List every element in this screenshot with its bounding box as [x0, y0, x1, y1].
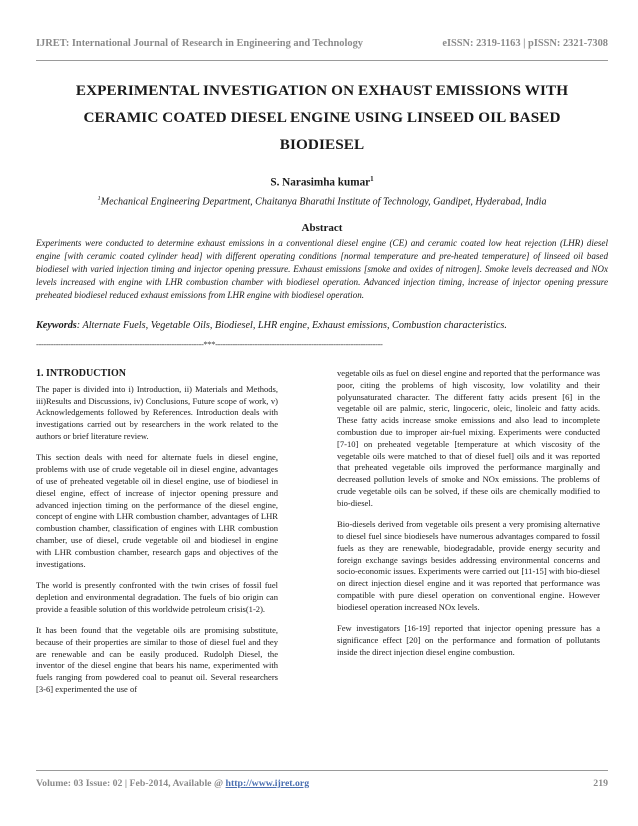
affiliation-sup: 1: [97, 195, 101, 202]
page-footer: [36, 778, 608, 789]
paragraph: Few investigators [16-19] reported that injector opening pressure has a significance effect [20] on the performance and formation of pollutants inside the direct injection diesel engine combustion.: [337, 623, 600, 657]
author: [36, 175, 608, 189]
paragraph: It has been found that the vegetable oils are promising substitute, because of their properties are similar to those of diesel fuel and they are renewable and can be easily produced. Rudolph Diesel, the inventor of the diesel engine that bears his name, experimented with fuels ranging from powdered coal to peanut oil. Several researchers [3-6] experimented the use of: [36, 624, 278, 694]
section-separator: --------------------------------------------------------------------***--------------------------------------------------------------------: [36, 339, 383, 349]
affiliation: [36, 195, 608, 207]
abstract-heading: Abstract: [301, 222, 343, 234]
keywords: [36, 319, 608, 332]
keywords-label: Keywords: [36, 320, 77, 331]
paragraph: Bio-diesels derived from vegetable oils present a very promising alternative to diesel fuel since biodiesels have numerous advantages compared to fossil fuels as they are renewable, biodegradable, provide energy security and foreign exchange savings besides addressing environmental concerns and socio-economic issues. Experiments were carried out [11-15] with bio-diesel on direct injection diesel engine and it was reported that performance was compatible with pure diesel operation on conventional engine. However biodiesel operation increased NOx levels.: [337, 519, 600, 612]
paragraph: This section deals with need for alternate fuels in diesel engine, problems with use of crude vegetable oil in diesel engine, advantages of use of preheated vegetable oil in diesel engine, use of biodiesel in diesel engine, effect of increase of injector opening pressure and advanced injection timing on the performance of the diesel engine, concept of engine with LHR combustion chamber, advantages of LHR combustion chamber, classification of engines with LHR combustion chamber, use of diesel, crude vegetable oil and biodiesel in engine with LHR combustion chamber, research gaps and objectives of the investigations.: [36, 452, 278, 569]
footer-volume: [36, 778, 309, 789]
left-column: [36, 368, 278, 705]
title-line-2: CERAMIC COATED DIESEL ENGINE USING LINSEED OIL BASED: [83, 109, 561, 126]
title-line-3: BIODIESEL: [279, 136, 365, 153]
issn: eISSN: 2319-1163 | pISSN: 2321-7308: [442, 38, 608, 49]
journal-name: IJRET: International Journal of Research in Engineering and Technology: [36, 38, 363, 49]
author-sup: 1: [370, 175, 374, 183]
paragraph: The paper is divided into i) Introduction, ii) Materials and Methods, iii)Results and Discussions, iv) Conclusions, Future scope of work, v) Acknowledgements followed by References. Introduction deals with investigations carried out by researchers in the work related to the authors or brief literature review.: [36, 383, 278, 441]
running-header: [36, 38, 608, 49]
keywords-text: : Alternate Fuels, Vegetable Oils, Biodiesel, LHR engine, Exhaust emissions, Combustion characteristics.: [76, 320, 507, 331]
footer-volume-text: Volume: 03 Issue: 02 | Feb-2014, Available @: [36, 778, 226, 789]
footer-rule: [36, 770, 608, 771]
author-name: S. Narasimha kumar: [270, 176, 371, 189]
page-number: 219: [593, 778, 608, 789]
abstract-text: Experiments were conducted to determine exhaust emissions in a conventional diesel engine (CE) and ceramic coated low heat rejection (LHR) diesel engine [with ceramic coated cylinder head] with different operating conditions [normal temperature and pre-heated temperature] of linseed oil based biodiesel with varied injection timing and injector opening pressure. Exhaust emissions [smoke and oxides of nitrogen]. Smoke levels decreased and NOx levels increased with engine with LHR combustion chamber with biodiesel operation. Advanced injection timing, increase of injector opening pressure preheated biodiesel reduced exhaust emissions from LHR engine with biodiesel operation.: [36, 238, 608, 301]
paragraph: vegetable oils as fuel on diesel engine and reported that the performance was poor, citing the problems of high viscosity, low volatility and their polyunsaturated character. The different fatty acids present [6] in the vegetable oil are palmic, steric, lingoceric, oleic, linoleic and fatty acids. These fatty acids increase smoke emissions and also lead to incomplete combustion due to improper air-fuel mixing. Experiments were conducted [7-10] on preheated vegetable [temperature at which viscosity of the vegetable oils were matched to that of diesel fuel] oils and it was reported that preheated vegetable oils improved the performance marginally and decreased pollution levels of smoke and NOx emissions. The problems of crude vegetable oils can be solved, if these oils are chemically modified to bio-diesel.: [337, 368, 600, 508]
title-line-1: EXPERIMENTAL INVESTIGATION ON EXHAUST EMISSIONS WITH: [75, 82, 569, 99]
section-heading-introduction: 1. INTRODUCTION: [36, 368, 127, 379]
header-rule: [36, 60, 608, 61]
right-column: [337, 368, 600, 668]
paragraph: The world is presently confronted with the twin crises of fossil fuel depletion and environmental degradation. The fuels of bio origin can provide a feasible solution of this worldwide petroleum crisis(1-2).: [36, 579, 278, 614]
paper-title: [36, 77, 608, 158]
journal-website-link[interactable]: http://www.ijret.org: [225, 778, 310, 789]
affiliation-text: Mechanical Engineering Department, Chaitanya Bharathi Institute of Technology, Gandipet, Hyderabad, India: [100, 196, 547, 208]
